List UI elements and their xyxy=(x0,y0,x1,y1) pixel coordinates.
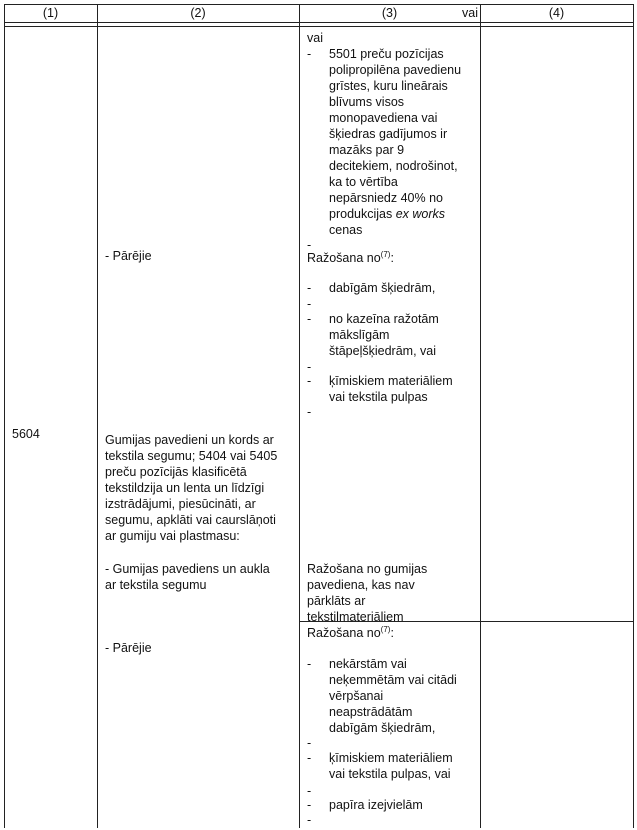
parejie-1-label: - Pārējie xyxy=(105,249,152,263)
block-a-vai: vai xyxy=(307,31,323,45)
text-fragment: produkcijas xyxy=(329,207,396,221)
header-col2: (2) xyxy=(190,6,206,20)
ex-works-italic: ex works xyxy=(395,207,446,221)
list-item xyxy=(329,750,453,782)
header-col3-vai: vai xyxy=(462,6,478,20)
text-line: blīvums visos xyxy=(329,95,405,109)
heading-text: Ražošana no xyxy=(307,251,381,265)
text-line: tekstilmateriāliem xyxy=(307,610,404,624)
text-line: Gumijas pavedieni un kords ar xyxy=(105,433,274,447)
list-dash: - xyxy=(307,751,312,765)
list-dash: - xyxy=(307,405,312,419)
block-a-dash: - xyxy=(307,47,312,61)
text-line: ar tekstila segumu xyxy=(105,578,207,592)
text-line: izstrādājumi, piesūcināti, ar xyxy=(105,497,256,511)
block-a-end-dash: - xyxy=(307,238,312,252)
parejie-2-heading xyxy=(307,625,394,641)
list-dash: - xyxy=(307,374,312,388)
text-line: ka to vērtība xyxy=(329,175,398,189)
footnote-ref: (7) xyxy=(380,249,391,259)
text-line: Ražošana no gumijas xyxy=(307,562,428,576)
heading-text: Ražošana no xyxy=(307,626,381,640)
text-line: nekārstām vai xyxy=(329,657,407,671)
text-line: pārklāts ar xyxy=(307,594,366,608)
text-line: mākslīgām xyxy=(329,328,390,342)
header-col1: (1) xyxy=(42,6,59,20)
header-col4: (4) xyxy=(548,6,565,20)
list-item: papīra izejvielām xyxy=(329,798,423,812)
list-dash: - xyxy=(307,736,312,750)
text-line: neķemmētām vai citādi xyxy=(329,673,457,687)
header-double-border xyxy=(4,26,634,27)
text-line: monopavediena vai xyxy=(329,111,438,125)
text-line: segumu, apklāti vai caurslāņoti xyxy=(105,513,276,527)
text-line: šķiedras gadījumos ir xyxy=(329,127,448,141)
text-line: vai tekstila pulpas xyxy=(329,390,428,404)
text-line: cenas xyxy=(329,223,363,237)
list-item xyxy=(329,311,439,359)
text-line: vērpšanai xyxy=(329,689,384,703)
footnote-ref: (7) xyxy=(380,624,391,634)
text-line: dabīgām šķiedrām, xyxy=(329,721,436,735)
list-dash: - xyxy=(307,281,312,295)
text-line: tekstildzija un lenta un līdzīgi xyxy=(105,481,265,495)
text-line: tekstila segumu; 5404 vai 5405 xyxy=(105,449,278,463)
text-line: grīstes, kuru lineārais xyxy=(329,79,448,93)
heading-colon: : xyxy=(390,626,394,640)
text-line xyxy=(329,206,461,222)
text-line: ķīmiskiem materiāliem xyxy=(329,374,453,388)
header-bottom-border xyxy=(4,22,634,23)
table-right-border xyxy=(633,4,634,828)
heading-colon: : xyxy=(390,251,394,265)
text-line: vai tekstila pulpas, vai xyxy=(329,767,451,781)
text-line: mazāks par 9 xyxy=(329,143,405,157)
5604-description xyxy=(105,432,277,544)
parejie-1-heading xyxy=(307,250,394,266)
gumijas-rule xyxy=(307,561,427,625)
col-divider-1 xyxy=(97,4,98,828)
text-line: ķīmiskiem materiāliem xyxy=(329,751,453,765)
list-dash: - xyxy=(307,813,312,827)
text-line: decitekiem, nodrošinot, xyxy=(329,159,458,173)
list-item xyxy=(329,656,457,736)
list-dash: - xyxy=(307,297,312,311)
table-left-border xyxy=(4,4,5,828)
list-dash: - xyxy=(307,312,312,326)
header-col3: (3) xyxy=(381,6,398,20)
list-item xyxy=(329,373,453,405)
text-line: 5501 preču pozīcijas xyxy=(329,47,444,61)
text-line: štāpeļšķiedrām, vai xyxy=(329,344,436,358)
text-line: no kazeīna ražotām xyxy=(329,312,439,326)
list-dash: - xyxy=(307,798,312,812)
text-line: pavediena, kas nav xyxy=(307,578,415,592)
gumijas-label xyxy=(105,561,270,593)
list-dash: - xyxy=(307,360,312,374)
col-divider-3 xyxy=(480,4,481,828)
list-dash: - xyxy=(307,784,312,798)
text-line: - Gumijas pavediens un aukla xyxy=(105,562,270,576)
hs-code-5604: 5604 xyxy=(12,427,40,441)
parejie-2-label: - Pārējie xyxy=(105,641,152,655)
text-line: preču pozīcijās klasificētā xyxy=(105,465,247,479)
text-line: nepārsniedz 40% no xyxy=(329,191,443,205)
text-line: polipropilēna pavedienu xyxy=(329,63,462,77)
text-line: ar gumiju vai plastmasu: xyxy=(105,529,240,543)
block-a-5501-text xyxy=(329,46,461,238)
text-line: neapstrādātām xyxy=(329,705,413,719)
col-divider-2 xyxy=(299,4,300,828)
list-item: dabīgām šķiedrām, xyxy=(329,281,436,295)
list-dash: - xyxy=(307,657,312,671)
